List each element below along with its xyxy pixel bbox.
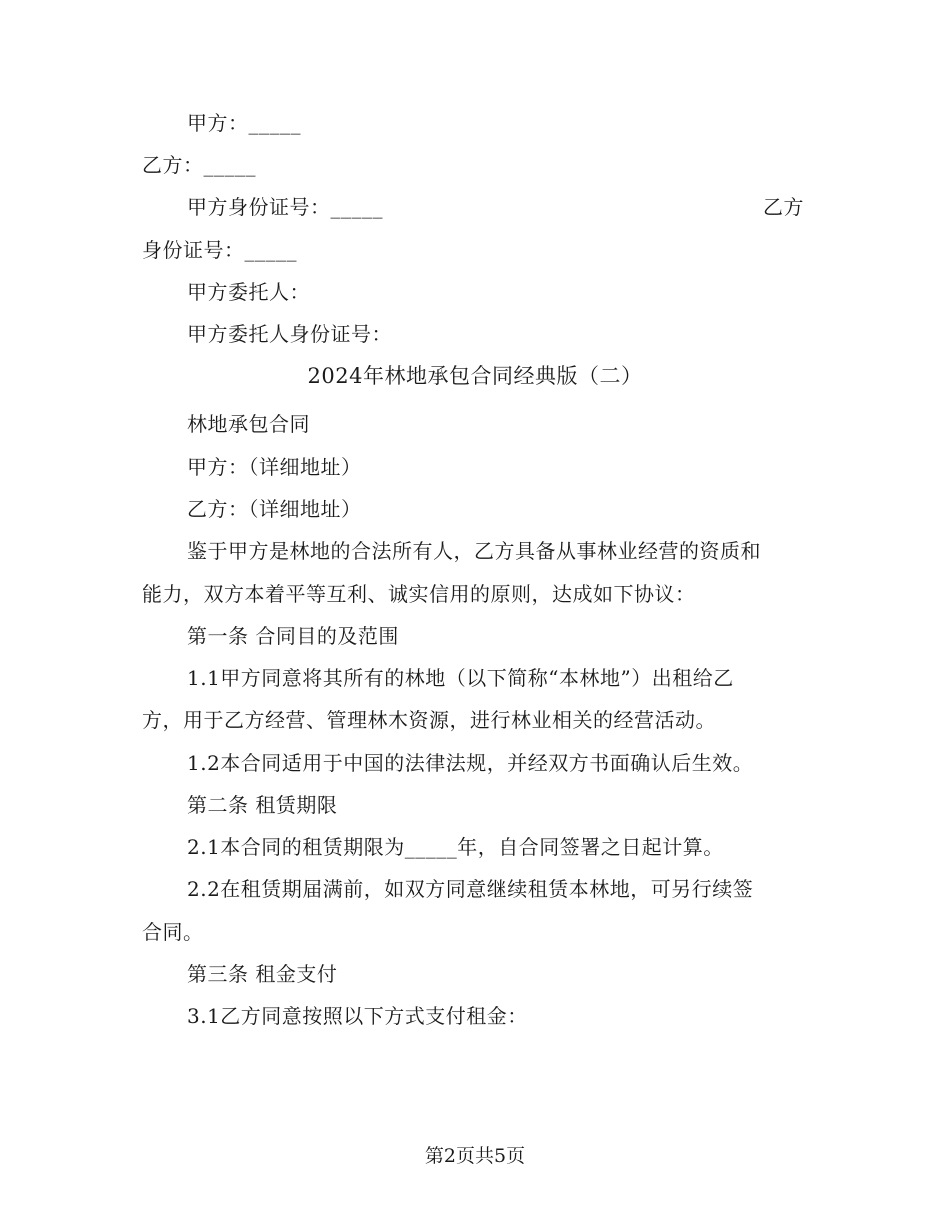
clause-1-1-line-1: 1.1甲方同意将其所有的林地（以下简称“本林地”）出租给乙 [187,666,734,690]
page-indicator: 第2页共5页 [424,1145,526,1167]
party-a-agent-field: 甲方委托人： [187,280,310,304]
party-b-field: 乙方：_____ [142,153,256,177]
party-a-agent-id-field: 甲方委托人身份证号： [187,322,392,346]
clause-1-2: 1.2本合同适用于中国的法律法规，并经双方书面确认后生效。 [187,751,754,775]
clause-3-1: 3.1乙方同意按照以下方式支付租金： [187,1004,528,1028]
preamble-line-1: 鉴于甲方是林地的合法所有人，乙方具备从事林业经营的资质和 [187,539,761,563]
preamble-line-2: 能力，双方本着平等互利、诚实信用的原则，达成如下协议： [142,582,696,606]
party-a-address: 甲方：（详细地址） [187,455,362,479]
party-b-id-label-start: 乙方 [763,195,804,219]
party-a-field: 甲方：_____ [187,111,301,135]
party-b-address: 乙方：（详细地址） [187,497,362,521]
party-b-id-field: 身份证号：_____ [142,238,297,262]
contract-name: 林地承包合同 [187,412,310,436]
article-2-heading: 第二条 租赁期限 [187,793,338,817]
clause-2-2-line-1: 2.2在租赁期届满前，如双方同意继续租赁本林地，可另行续签 [187,877,754,901]
clause-2-1: 2.1本合同的租赁期限为_____年，自合同签署之日起计算。 [187,835,724,859]
document-title: 2024年林地承包合同经典版（二） [307,364,643,388]
party-a-id-field: 甲方身份证号：_____ [187,195,383,219]
article-1-heading: 第一条 合同目的及范围 [187,624,399,648]
article-3-heading: 第三条 租金支付 [187,962,338,986]
clause-1-1-line-2: 方，用于乙方经营、管理林木资源，进行林业相关的经营活动。 [142,708,716,732]
clause-2-2-line-2: 合同。 [142,920,204,944]
